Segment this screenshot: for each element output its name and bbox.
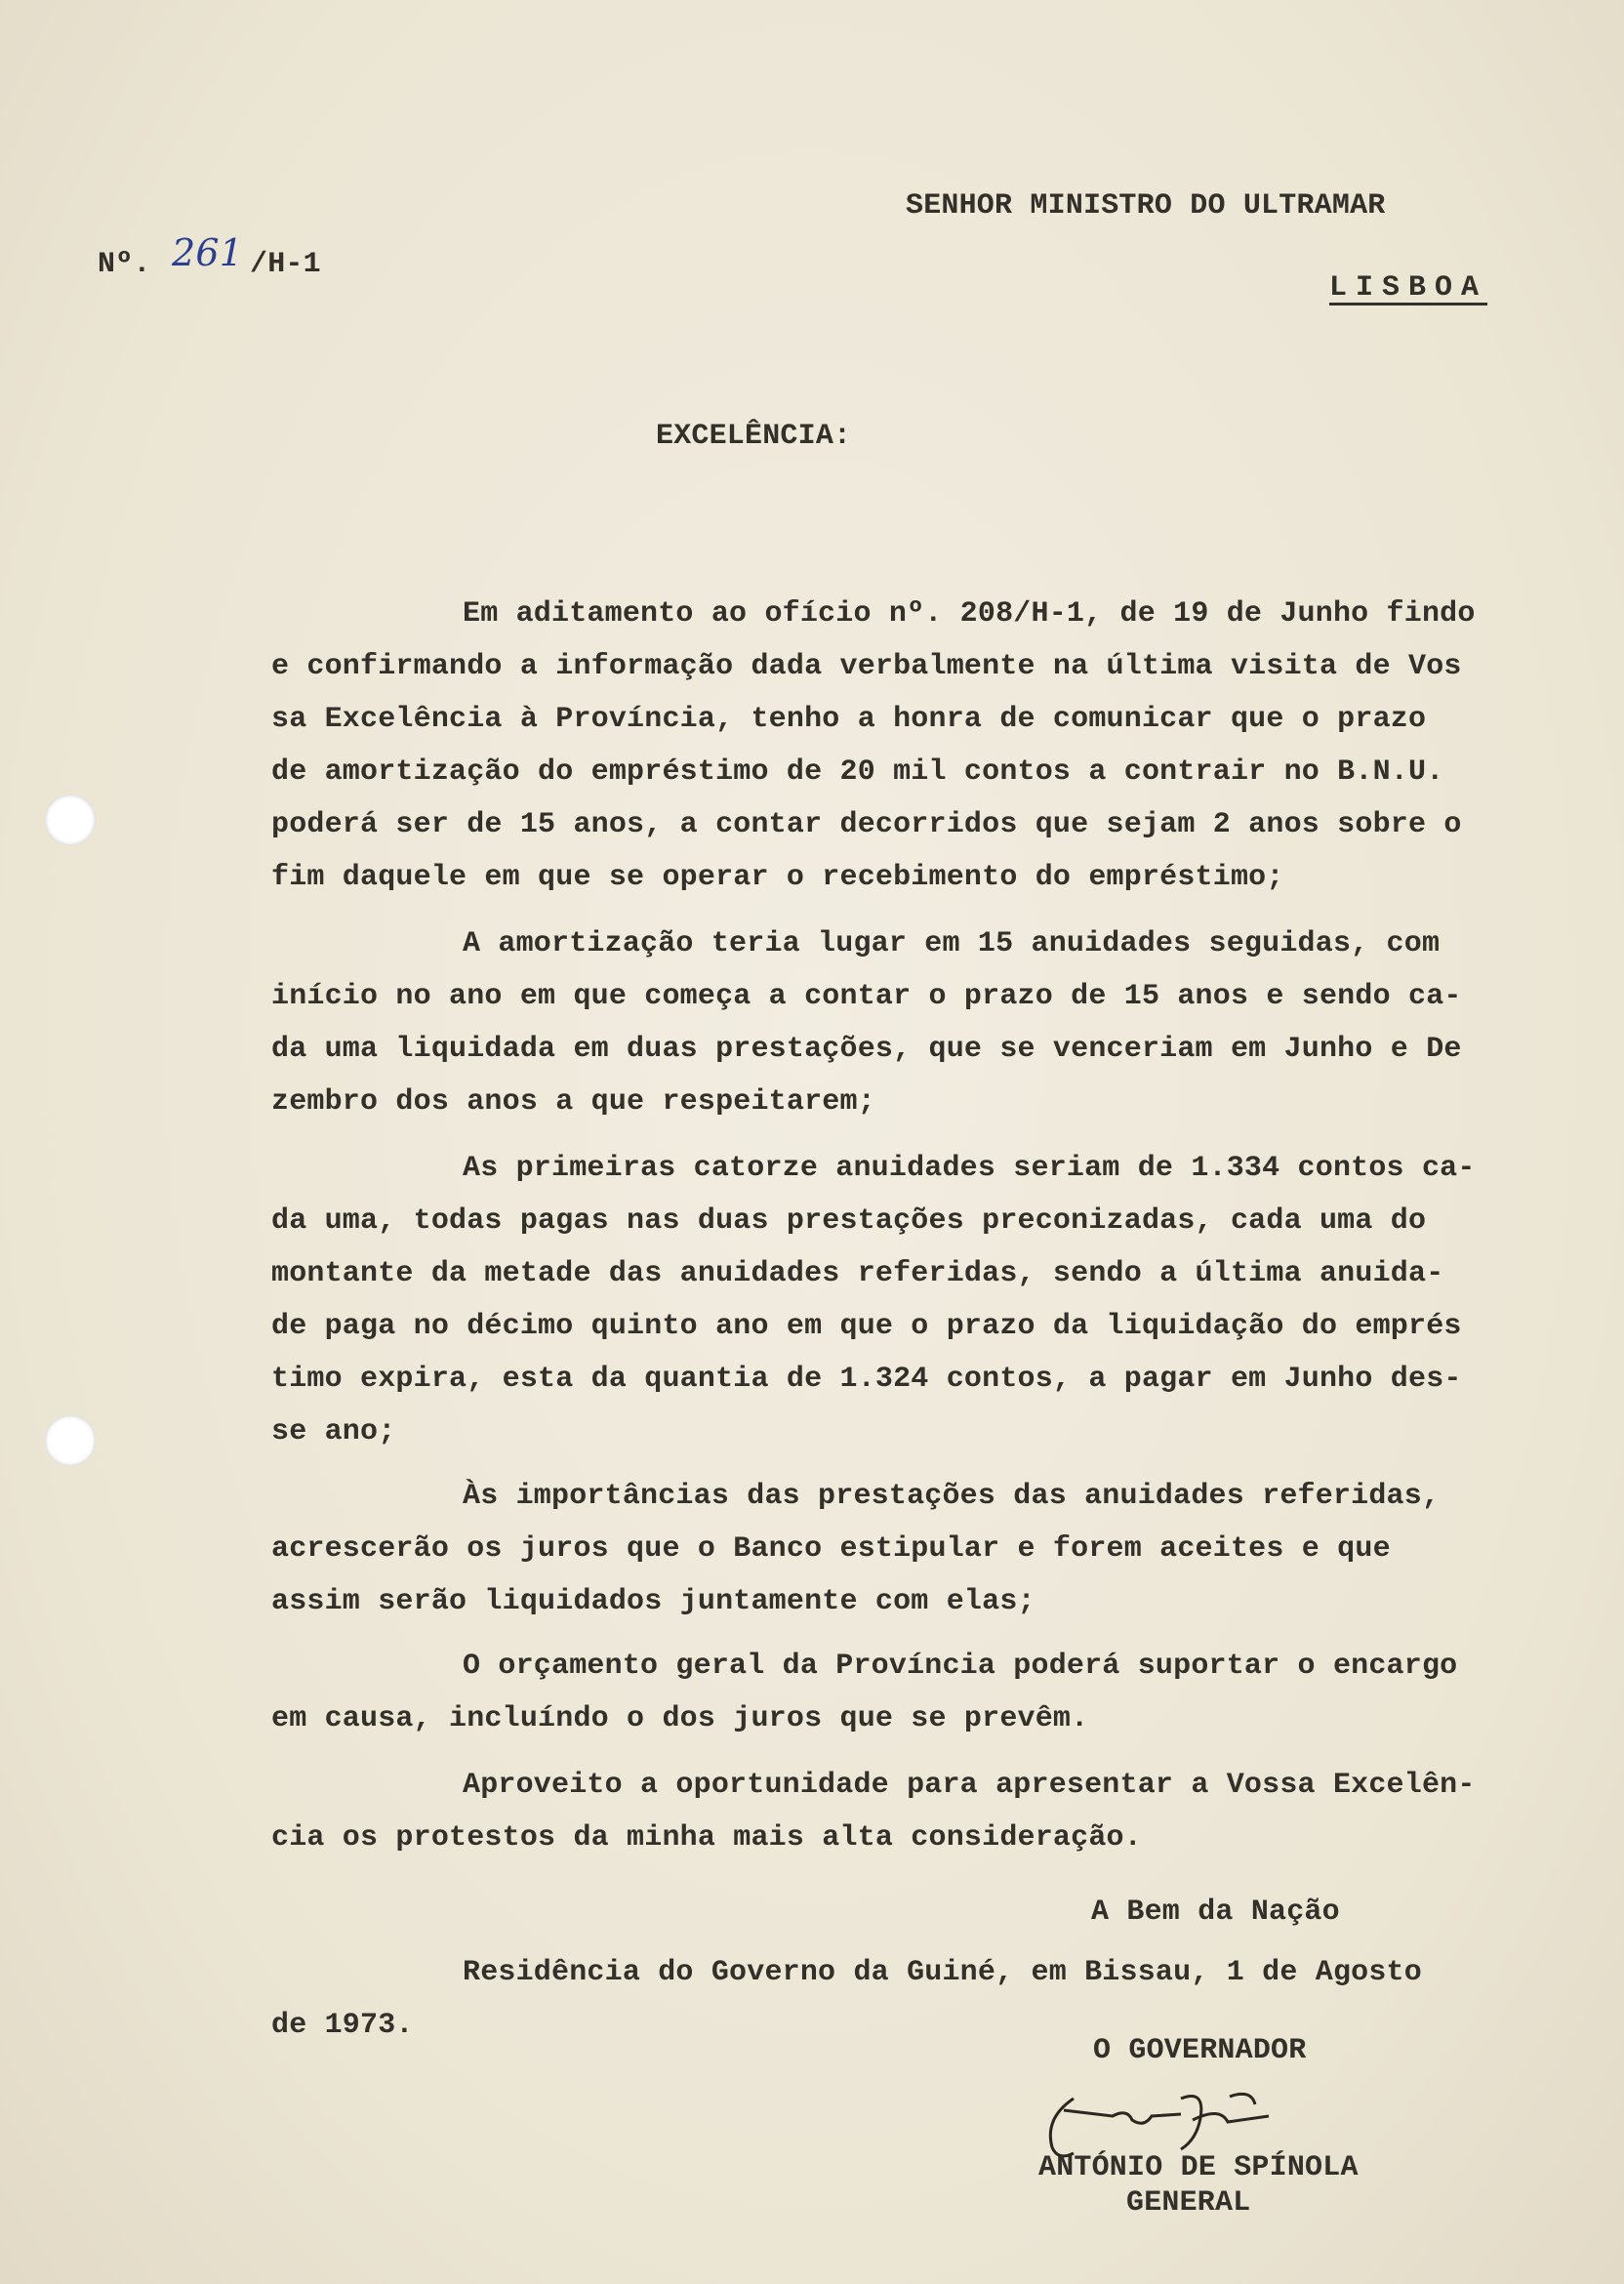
addressee: SENHOR MINISTRO DO ULTRAMAR: [906, 189, 1386, 223]
salutation: EXCELÊNCIA:: [656, 420, 852, 453]
body-line: se ano;: [271, 1415, 396, 1448]
body-line: da uma, todas pagas nas duas prestações preconizadas, cada uma do: [271, 1204, 1427, 1238]
place-date-line: de 1973.: [271, 2009, 414, 2042]
body-line: de paga no décimo quinto ano em que o prazo da liquidação do emprés: [271, 1310, 1462, 1343]
body-line: da uma liquidada em duas prestações, que se venceriam em Junho e De: [271, 1033, 1462, 1066]
ref-prefix: Nº.: [98, 248, 151, 281]
ref-number-handwritten: 261: [172, 231, 244, 274]
body-line: assim serão liquidados juntamente com elas;: [271, 1585, 1035, 1618]
signatory-title: O GOVERNADOR: [1093, 2034, 1307, 2067]
body-line: de amortização do empréstimo de 20 mil contos a contrair no B.N.U.: [271, 755, 1444, 789]
body-line: montante da metade das anuidades referidas, sendo a última anuida-: [271, 1257, 1444, 1290]
body-line: em causa, incluíndo o dos juros que se prevêm.: [271, 1702, 1089, 1735]
body-line: A amortização teria lugar em 15 anuidades seguidas, com: [463, 927, 1441, 960]
body-line: Às importâncias das prestações das anuidades referidas,: [463, 1480, 1441, 1513]
body-line: zembro dos anos a que respeitarem;: [271, 1085, 875, 1119]
place-date-line: Residência do Governo da Guiné, em Bissau, 1 de Agosto: [463, 1956, 1422, 1989]
body-line: início no ano em que começa a contar o prazo de 15 anos e sendo ca-: [271, 980, 1462, 1013]
body-line: poderá ser de 15 anos, a contar decorridos que sejam 2 anos sobre o: [271, 808, 1462, 841]
body-line: cia os protestos da minha mais alta consideração.: [271, 1821, 1142, 1855]
body-line: Em aditamento ao ofício nº. 208/H-1, de 19 de Junho findo: [463, 597, 1476, 631]
body-line: acrescerão os juros que o Banco estipular e forem aceites e que: [271, 1532, 1391, 1566]
body-line: sa Excelência à Província, tenho a honra de comunicar que o prazo: [271, 703, 1427, 736]
signatory-name: ANTÓNIO DE SPÍNOLA: [1038, 2151, 1359, 2184]
city: LISBOA: [1329, 271, 1488, 305]
punch-hole-top: [45, 795, 96, 845]
body-line: O orçamento geral da Província poderá suportar o encargo: [463, 1650, 1458, 1683]
closing-motto: A Bem da Nação: [1091, 1896, 1340, 1929]
body-line: fim daquele em que se operar o recebimento do empréstimo;: [271, 861, 1284, 894]
punch-hole-bottom: [45, 1415, 96, 1466]
ref-suffix: /H-1: [250, 248, 321, 281]
body-line: e confirmando a informação dada verbalmente na última visita de Vos: [271, 650, 1462, 683]
body-line: timo expira, esta da quantia de 1.324 contos, a pagar em Junho des-: [271, 1363, 1462, 1396]
body-line: Aproveito a oportunidade para apresentar a Vossa Excelên-: [463, 1769, 1476, 1802]
signatory-rank: GENERAL: [1126, 2186, 1251, 2220]
body-line: As primeiras catorze anuidades seriam de 1.334 contos ca-: [463, 1152, 1476, 1185]
